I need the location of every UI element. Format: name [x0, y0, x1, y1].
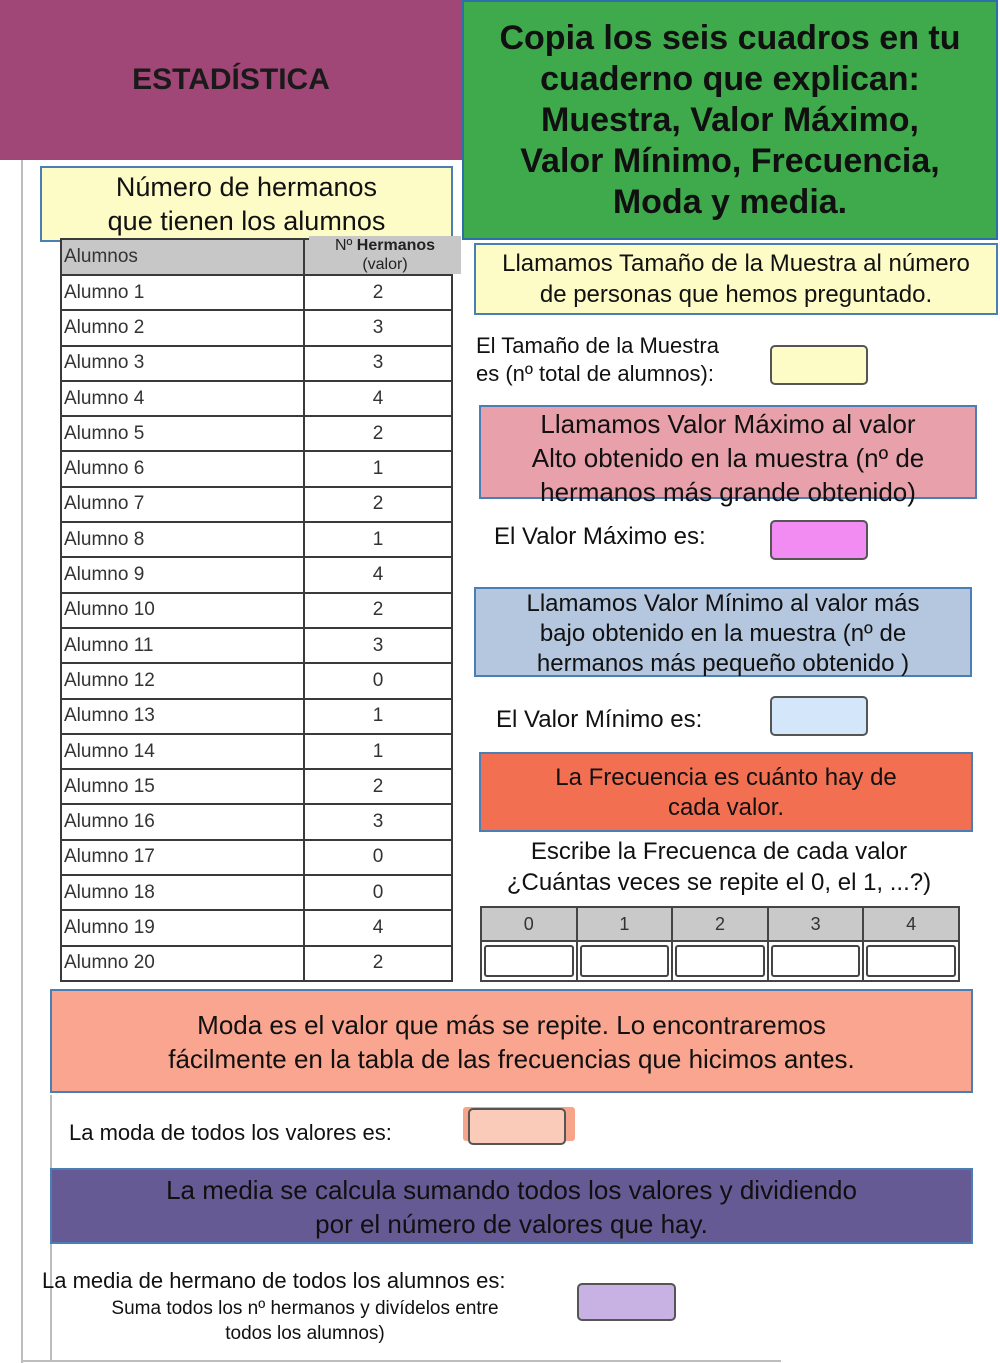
minimo-prompt: El Valor Mínimo es: [496, 706, 703, 733]
page-title: ESTADÍSTICA [0, 0, 462, 160]
column-header-value-sub: (valor) [362, 256, 408, 273]
student-name-cell: Alumno 20 [61, 946, 304, 981]
column-header-value-bold: Hermanos [356, 237, 436, 254]
sibling-count-cell: 2 [304, 946, 452, 981]
table-row [61, 734, 452, 769]
table-row [61, 628, 452, 663]
muestra-answer-box[interactable] [770, 345, 868, 385]
table-row [61, 593, 452, 628]
frequency-cell [481, 941, 577, 981]
frequency-cell [863, 941, 959, 981]
sibling-count-cell: 2 [304, 275, 452, 310]
table-row [61, 804, 452, 839]
table-body [61, 275, 452, 981]
frequency-input-0[interactable] [484, 945, 574, 977]
frame-line-left [21, 160, 23, 1363]
moda-explanation-box: Moda es el valor que más se repite. Lo encontraremos fácilmente en la tabla de las frecuencias que hicimos antes. [50, 989, 973, 1093]
student-name-cell: Alumno 10 [61, 593, 304, 628]
student-name-cell: Alumno 15 [61, 769, 304, 804]
student-name-cell: Alumno 2 [61, 310, 304, 345]
sibling-count-cell: 1 [304, 522, 452, 557]
student-name-cell: Alumno 6 [61, 451, 304, 486]
student-name-cell: Alumno 11 [61, 628, 304, 663]
table-row [61, 946, 452, 981]
frequency-input-4[interactable] [866, 945, 956, 977]
sibling-count-cell: 0 [304, 875, 452, 910]
table-row [61, 910, 452, 945]
column-header-value-top: Nº [334, 237, 353, 254]
sibling-count-cell: 2 [304, 416, 452, 451]
moda-answer-box[interactable] [468, 1108, 566, 1145]
frecuencia-prompt: Escribe la Frecuenca de cada valor ¿Cuántas veces se repite el 0, el 1, ...?) [506, 838, 932, 896]
frequency-input-1[interactable] [580, 945, 670, 977]
table-row [61, 416, 452, 451]
student-name-cell: Alumno 12 [61, 663, 304, 698]
table-row [61, 275, 452, 310]
minimo-explanation-box: Llamamos Valor Mínimo al valor más bajo obtenido en la muestra (nº de hermanos más pequeño obtenido ) [474, 587, 972, 677]
table-row [61, 381, 452, 416]
sibling-count-cell: 3 [304, 804, 452, 839]
student-name-cell: Alumno 17 [61, 840, 304, 875]
media-hint: Suma todos los nº hermanos y divídelos entre todos los alumnos) [111, 1298, 499, 1344]
table-row [61, 522, 452, 557]
maximo-prompt: El Valor Máximo es: [494, 523, 706, 550]
table-row [61, 699, 452, 734]
student-name-cell: Alumno 8 [61, 522, 304, 557]
table-row [61, 875, 452, 910]
muestra-prompt: El Tamaño de la Muestra es (nº total de alumnos): [476, 333, 719, 386]
frame-line-bottom [21, 1360, 781, 1362]
sibling-count-cell: 2 [304, 593, 452, 628]
sibling-count-cell: 4 [304, 910, 452, 945]
table-row [61, 769, 452, 804]
frequency-cell [577, 941, 673, 981]
student-name-cell: Alumno 4 [61, 381, 304, 416]
student-name-cell: Alumno 16 [61, 804, 304, 839]
table-row [61, 487, 452, 522]
sibling-count-cell: 4 [304, 381, 452, 416]
sibling-count-cell: 4 [304, 557, 452, 592]
maximo-explanation-box: Llamamos Valor Máximo al valor Alto obtenido en la muestra (nº de hermanos más grande obtenido) [479, 405, 977, 499]
media-explanation-box: La media se calcula sumando todos los valores y dividiendo por el número de valores que hay. [50, 1168, 973, 1244]
frecuencia-explanation-box: La Frecuencia es cuánto hay de cada valor. [479, 752, 973, 832]
column-header-alumnos: Alumnos [61, 239, 304, 275]
media-answer-box[interactable] [577, 1283, 676, 1321]
frequency-cell [768, 941, 864, 981]
student-name-cell: Alumno 1 [61, 275, 304, 310]
sibling-count-cell: 1 [304, 734, 452, 769]
sibling-count-cell: 1 [304, 451, 452, 486]
table-row [61, 346, 452, 381]
sibling-count-cell: 1 [304, 699, 452, 734]
student-name-cell: Alumno 9 [61, 557, 304, 592]
frequency-table [480, 906, 960, 982]
table-caption: Número de hermanos que tienen los alumnos [40, 166, 453, 242]
table-row [61, 451, 452, 486]
sibling-count-cell: 2 [304, 769, 452, 804]
student-name-cell: Alumno 5 [61, 416, 304, 451]
column-header-hermanos [309, 236, 461, 274]
frequency-header-3: 3 [768, 907, 864, 941]
sibling-count-cell: 3 [304, 310, 452, 345]
sibling-count-cell: 3 [304, 346, 452, 381]
sibling-count-cell: 0 [304, 840, 452, 875]
muestra-explanation-box: Llamamos Tamaño de la Muestra al número de personas que hemos preguntado. [474, 243, 998, 315]
sibling-count-cell: 3 [304, 628, 452, 663]
frequency-header-1: 1 [577, 907, 673, 941]
frequency-header-4: 4 [863, 907, 959, 941]
table-row [61, 310, 452, 345]
table-row [61, 663, 452, 698]
student-name-cell: Alumno 18 [61, 875, 304, 910]
maximo-answer-box[interactable] [770, 520, 868, 560]
student-name-cell: Alumno 3 [61, 346, 304, 381]
media-prompt: La media de hermano de todos los alumnos es: [42, 1268, 506, 1293]
frequency-header-0: 0 [481, 907, 577, 941]
frequency-input-row [481, 941, 959, 981]
student-name-cell: Alumno 14 [61, 734, 304, 769]
frequency-header-2: 2 [672, 907, 768, 941]
sibling-count-cell: 0 [304, 663, 452, 698]
frequency-input-3[interactable] [771, 945, 861, 977]
frequency-cell [672, 941, 768, 981]
students-table [60, 238, 453, 982]
frequency-input-2[interactable] [675, 945, 765, 977]
minimo-answer-box[interactable] [770, 696, 868, 736]
student-name-cell: Alumno 7 [61, 487, 304, 522]
student-name-cell: Alumno 19 [61, 910, 304, 945]
instruction-box: Copia los seis cuadros en tu cuaderno que explican: Muestra, Valor Máximo, Valor Mínimo, Frecuencia, Moda y media. [462, 0, 998, 240]
frequency-header-row [481, 907, 959, 941]
student-name-cell: Alumno 13 [61, 699, 304, 734]
table-row [61, 840, 452, 875]
moda-prompt: La moda de todos los valores es: [69, 1120, 392, 1145]
table-row [61, 557, 452, 592]
sibling-count-cell: 2 [304, 487, 452, 522]
